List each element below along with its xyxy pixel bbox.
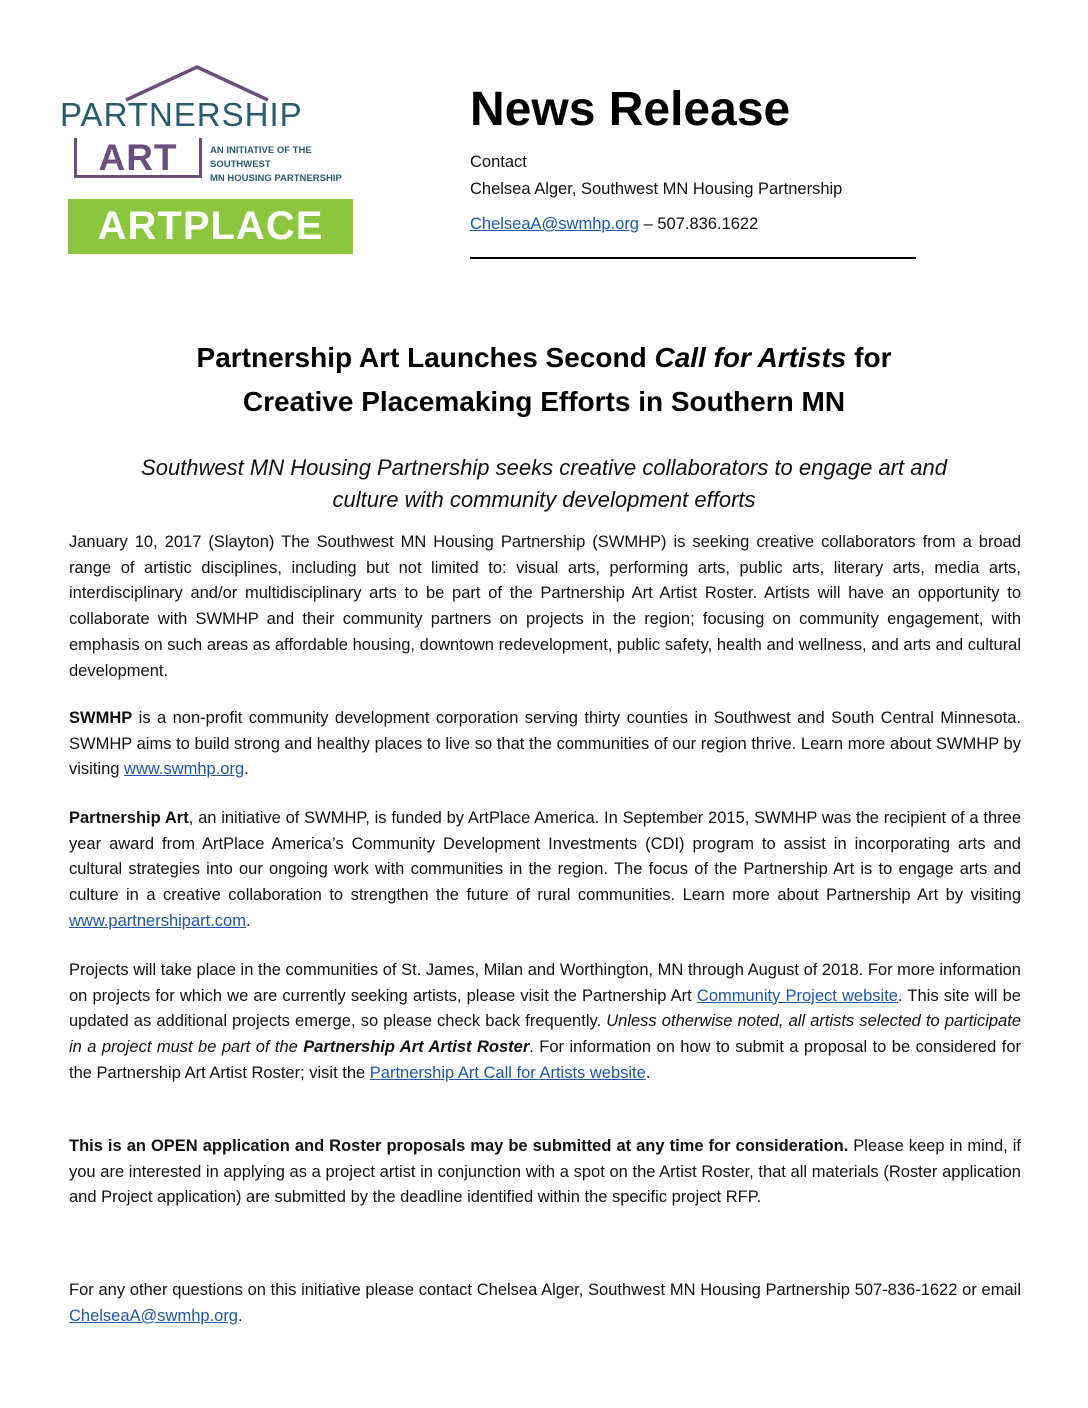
logo-partnership-text: PARTNERSHIP (60, 96, 303, 133)
header-divider (470, 257, 916, 259)
subheadline-line2: culture with community development efforts (332, 487, 756, 512)
community-project-website-link[interactable]: Community Project website (696, 986, 898, 1005)
open-application-text: Please keep in mind, if you are interested in applying as a project artist in conjunction with a spot on the Artist Roster, that all materials (Roster application and Project application) are submitted by the deadline identified within the specific project RFP. (69, 1137, 1021, 1207)
contact-email-footer-link[interactable]: ChelseaA@swmhp.org (69, 1306, 238, 1325)
logo-tagline-line1: AN INITIATIVE OF THE SOUTHWEST (210, 145, 312, 170)
headline-text-end: for (846, 342, 892, 373)
page-title: News Release (470, 83, 791, 136)
partnership-art-bold: Partnership Art (69, 809, 189, 827)
logo-tagline (210, 144, 370, 186)
projects-end: . (645, 1063, 651, 1082)
contact-end: . (238, 1306, 243, 1325)
projects-text-a: Projects will take place in the communities of St. James, Milan and Worthington, MN through August of 2018. For more information on projects for which we are currently seeking artists, please visit the Partnership Art (69, 961, 1021, 1005)
headline-line2: Creative Placemaking Efforts in Southern MN (242, 386, 846, 417)
partnership-art-end: . (245, 911, 251, 930)
paragraph-swmhp (69, 706, 1021, 783)
paragraph-partnership-art (69, 806, 1021, 935)
swmhp-end: . (244, 760, 249, 779)
contact-text: For any other questions on this initiative please contact Chelsea Alger, Southwest MN Housing Partnership 507-836-1622 or email (69, 1281, 1021, 1299)
partnership-art-logo (60, 62, 360, 262)
headline (60, 336, 1028, 424)
contact-phone: – 507.836.1622 (639, 215, 759, 233)
headline-text: Partnership Art Launches Second (196, 342, 655, 373)
projects-text-b: . This site will be updated as additional projects emerge, so please check back frequently. (69, 986, 1021, 1031)
partnership-art-website-link[interactable]: www.partnershipart.com (69, 911, 246, 930)
contact-details (470, 211, 842, 238)
paragraph-projects (69, 958, 1021, 1087)
contact-email-link[interactable]: ChelseaA@swmhp.org (470, 215, 639, 233)
paragraph-intro: January 10, 2017 (Slayton) The Southwest MN Housing Partnership (SWMHP) is seeking creative collaborators from a broad range of artistic disciplines, including but not limited to: visual arts, performing arts, public arts, literary arts, media arts, interdisciplinary and/or multidisciplinary arts to be part of the Partnership Art Artist Roster. Artists will have an opportunity to collaborate with SWMHP and their community partners on projects in the region; focusing on community engagement, with emphasis on such areas as affordable housing, downtown redevelopment, public safety, health and wellness, and arts and cultural development. (69, 533, 1021, 680)
swmhp-text: is a non-profit community development corporation serving thirty counties in Southwest and South Central Minnesota. SWMHP aims to build strong and healthy places to live so that the communities of our region thrive. Learn more about SWMHP by visiting (69, 709, 1021, 779)
headline-italic-text: Call for Artists (654, 342, 847, 373)
artplace-logo: ARTPLACE (68, 199, 353, 254)
projects-italic-note: Unless otherwise noted, all artists selected to participate in a project must be part of the (69, 1012, 1021, 1057)
artist-roster-bold-italic: Partnership Art Artist Roster (303, 1038, 530, 1057)
contact-block (470, 149, 842, 238)
call-for-artists-website-link[interactable]: Partnership Art Call for Artists website (369, 1063, 646, 1082)
swmhp-bold: SWMHP (69, 709, 133, 727)
logo-tagline-line2: MN HOUSING PARTNERSHIP (210, 173, 342, 184)
partnership-art-text: , an initiative of SWMHP, is funded by ArtPlace America. In September 2015, SWMHP was the recipient of a three year award from ArtPlace America’s Community Development Investments (CDI) program to assist in incorporating arts and cultural strategies into our ongoing work with communities in the region. The focus of the Partnership Art is to engage arts and culture in a creative collaboration to strengthen the future of rural communities. Learn more about Partnership Art by visiting (69, 809, 1021, 905)
headline-line1 (60, 336, 1028, 380)
contact-name: Chelsea Alger, Southwest MN Housing Partnership (470, 180, 843, 198)
subheadline (60, 452, 1028, 516)
logo-art-text: ART (74, 138, 202, 178)
paragraph-open-application (69, 1134, 1021, 1211)
paragraph-contact (69, 1278, 1021, 1329)
subheadline-line1: Southwest MN Housing Partnership seeks creative collaborators to engage art and (141, 455, 947, 480)
projects-text-c: . For information on how to submit a proposal to be considered for the Partnership Art Artist Roster; visit the (69, 1038, 1021, 1082)
swmhp-website-link[interactable]: www.swmhp.org (124, 760, 245, 779)
open-application-bold: This is an OPEN application and Roster proposals may be submitted at any time for consideration. (69, 1137, 849, 1155)
contact-label: Contact (470, 153, 527, 171)
